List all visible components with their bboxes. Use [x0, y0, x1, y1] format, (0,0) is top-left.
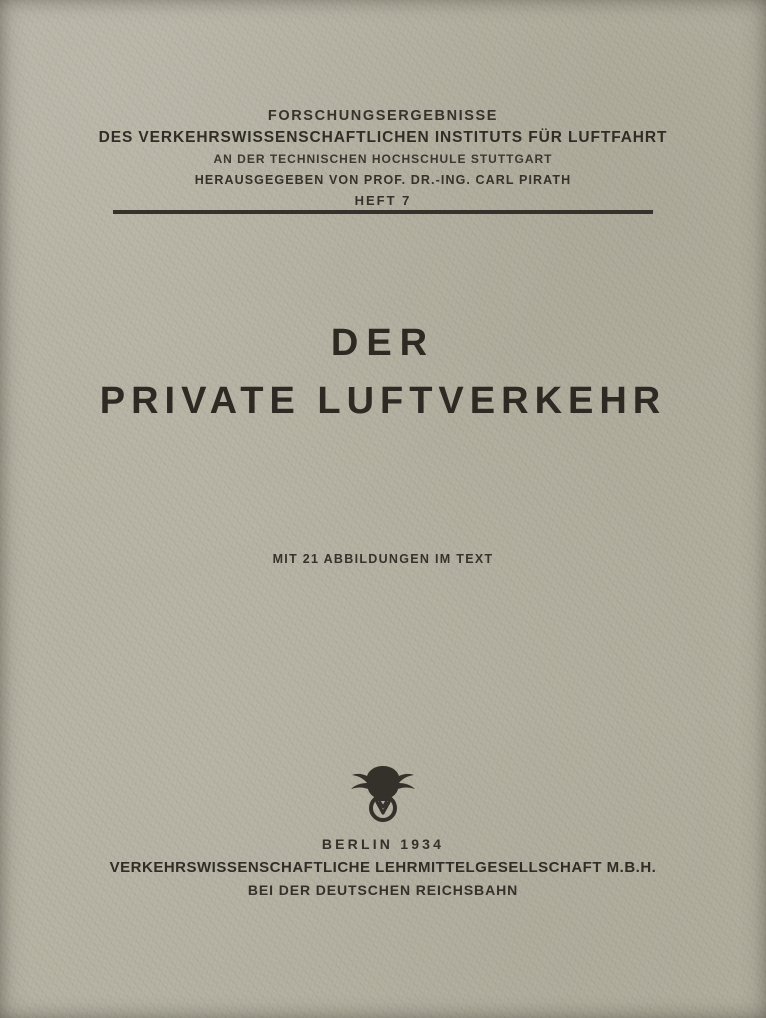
- series-issue-number: HEFT 7: [354, 193, 412, 208]
- illustrations-note: MIT 21 ABBILDUNGEN IM TEXT: [272, 552, 494, 566]
- imprint-place-year: BERLIN 1934: [321, 836, 445, 852]
- series-line-3: AN DER TECHNISCHEN HOCHSCHULE STUTTGART: [213, 152, 553, 166]
- imprint-block: [0, 836, 766, 898]
- title-line-2: PRIVATE LUFTVERKEHR: [99, 380, 667, 422]
- series-line-2: DES VERKEHRSWISSENSCHAFTLICHEN INSTITUTS FÜR LUFTFAHRT: [98, 129, 668, 146]
- series-header: [0, 108, 766, 208]
- publisher-emblem-icon: [0, 760, 766, 822]
- imprint-affiliation: BEI DER DEUTSCHEN REICHSBAHN: [247, 882, 519, 898]
- series-line-1: FORSCHUNGSERGEBNISSE: [267, 108, 499, 124]
- title-line-1: DER: [330, 322, 436, 364]
- horizontal-rule: [113, 210, 653, 214]
- page-title: [0, 322, 766, 423]
- imprint-publisher: VERKEHRSWISSENSCHAFTLICHE LEHRMITTELGESELLSCHAFT M.B.H.: [109, 859, 657, 876]
- series-editor-line: HERAUSGEGEBEN VON PROF. DR.-ING. CARL PIRATH: [194, 173, 572, 187]
